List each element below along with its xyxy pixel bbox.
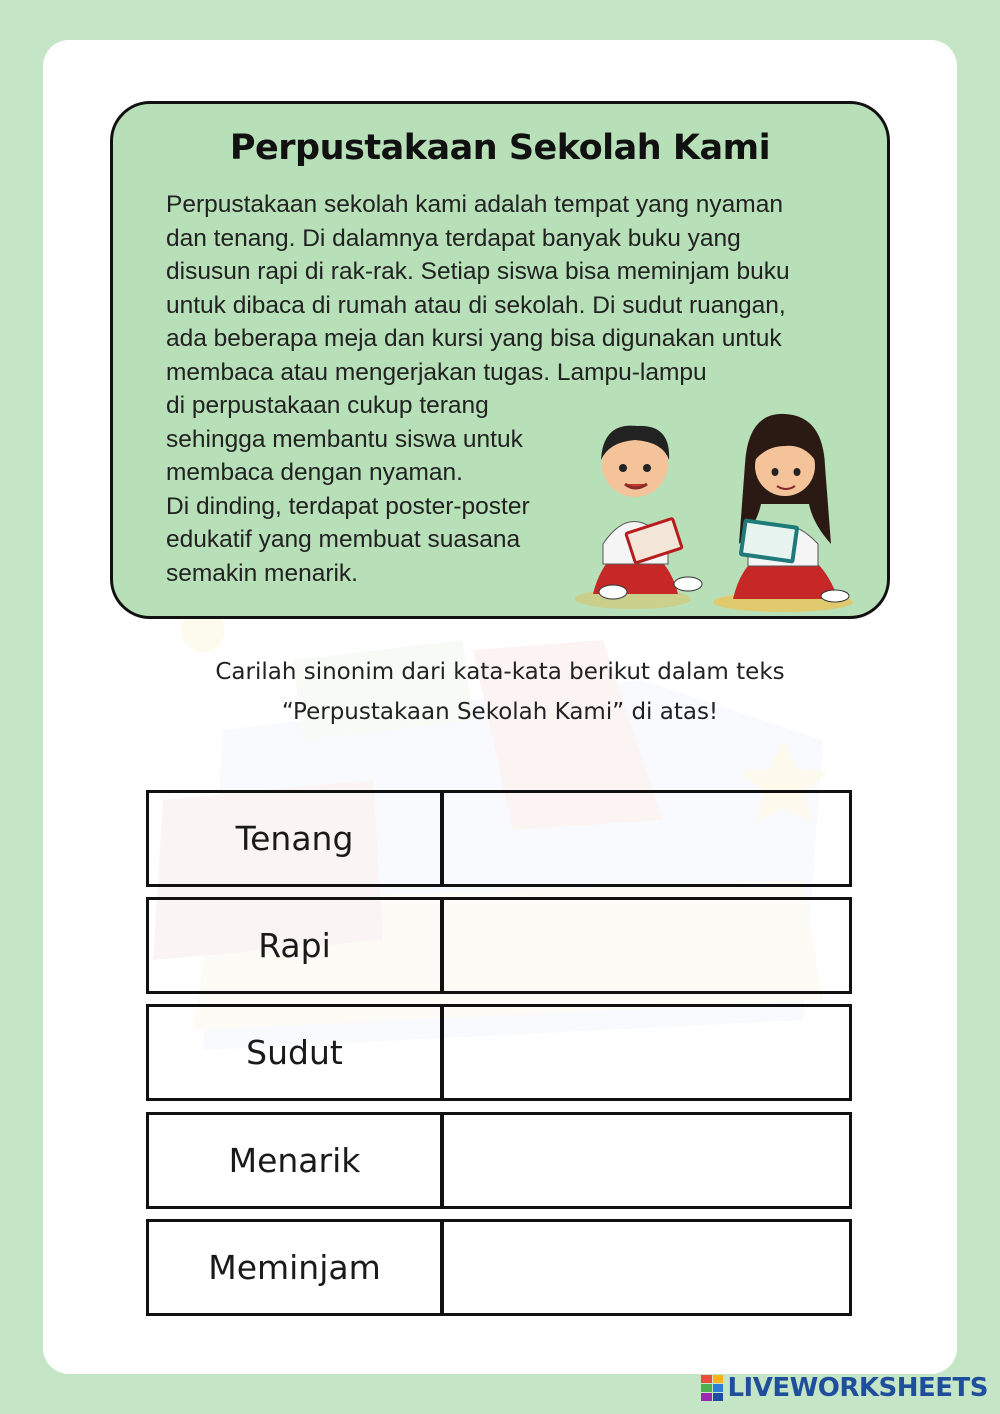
passage-line: Di dinding, terdapat poster-poster [166, 492, 530, 520]
children-reading-illustration [573, 394, 873, 614]
target-word: Tenang [149, 793, 444, 884]
passage-line: disusun rapi di rak-rak. Setiap siswa bisa meminjam buku [166, 258, 790, 285]
logo-cell [713, 1384, 724, 1392]
synonym-row [146, 1004, 852, 1101]
instruction-text [100, 652, 900, 732]
passage-line: sehingga membantu siswa untuk [166, 425, 523, 453]
synonym-row [146, 1219, 852, 1316]
passage-line: dan tenang. Di dalamnya terdapat banyak buku yang [166, 224, 741, 252]
girl-reading-figure [713, 414, 853, 612]
passage-line: di perpustakaan cukup terang [166, 392, 489, 419]
passage-line: membaca dengan nyaman. [166, 459, 463, 486]
passage-line: membaca atau mengerjakan tugas. Lampu-lampu [166, 358, 707, 386]
target-word: Rapi [149, 900, 444, 991]
passage-line: edukatif yang membuat suasana [166, 526, 521, 553]
passage-line: ada beberapa meja dan kursi yang bisa digunakan untuk [166, 325, 782, 352]
synonym-answer-input[interactable] [444, 1115, 849, 1206]
passage-line: Perpustakaan sekolah kami adalah tempat yang nyaman [166, 191, 783, 218]
liveworksheets-logo-icon [701, 1375, 723, 1401]
target-word: Sudut [149, 1007, 444, 1098]
logo-cell [713, 1375, 724, 1383]
brand-name: LIVEWORKSHEETS [727, 1373, 988, 1403]
synonym-answer-input[interactable] [444, 1222, 849, 1313]
logo-cell [701, 1375, 712, 1383]
instruction-line-1: Carilah sinonim dari kata-kata berikut dalam teks [215, 659, 785, 685]
instruction-line-2: “Perpustakaan Sekolah Kami” di atas! [281, 699, 719, 725]
passage-line: semakin menarik. [166, 559, 358, 587]
passage-title: Perpustakaan Sekolah Kami [229, 128, 771, 168]
logo-cell [701, 1384, 712, 1392]
logo-cell [713, 1393, 724, 1401]
passage-line: untuk dibaca di rumah atau di sekolah. Di sudut ruangan, [166, 291, 786, 319]
synonym-row [146, 897, 852, 994]
synonym-row [146, 1112, 852, 1209]
synonym-row [146, 790, 852, 887]
target-word: Menarik [149, 1115, 444, 1206]
reading-passage-box [110, 101, 890, 619]
synonym-answer-input[interactable] [444, 1007, 849, 1098]
synonym-answer-input[interactable] [444, 793, 849, 884]
logo-cell [701, 1393, 712, 1401]
liveworksheets-logo[interactable] [701, 1373, 988, 1403]
boy-reading-figure [575, 426, 702, 609]
synonym-answer-input[interactable] [444, 900, 849, 991]
target-word: Meminjam [149, 1222, 444, 1313]
